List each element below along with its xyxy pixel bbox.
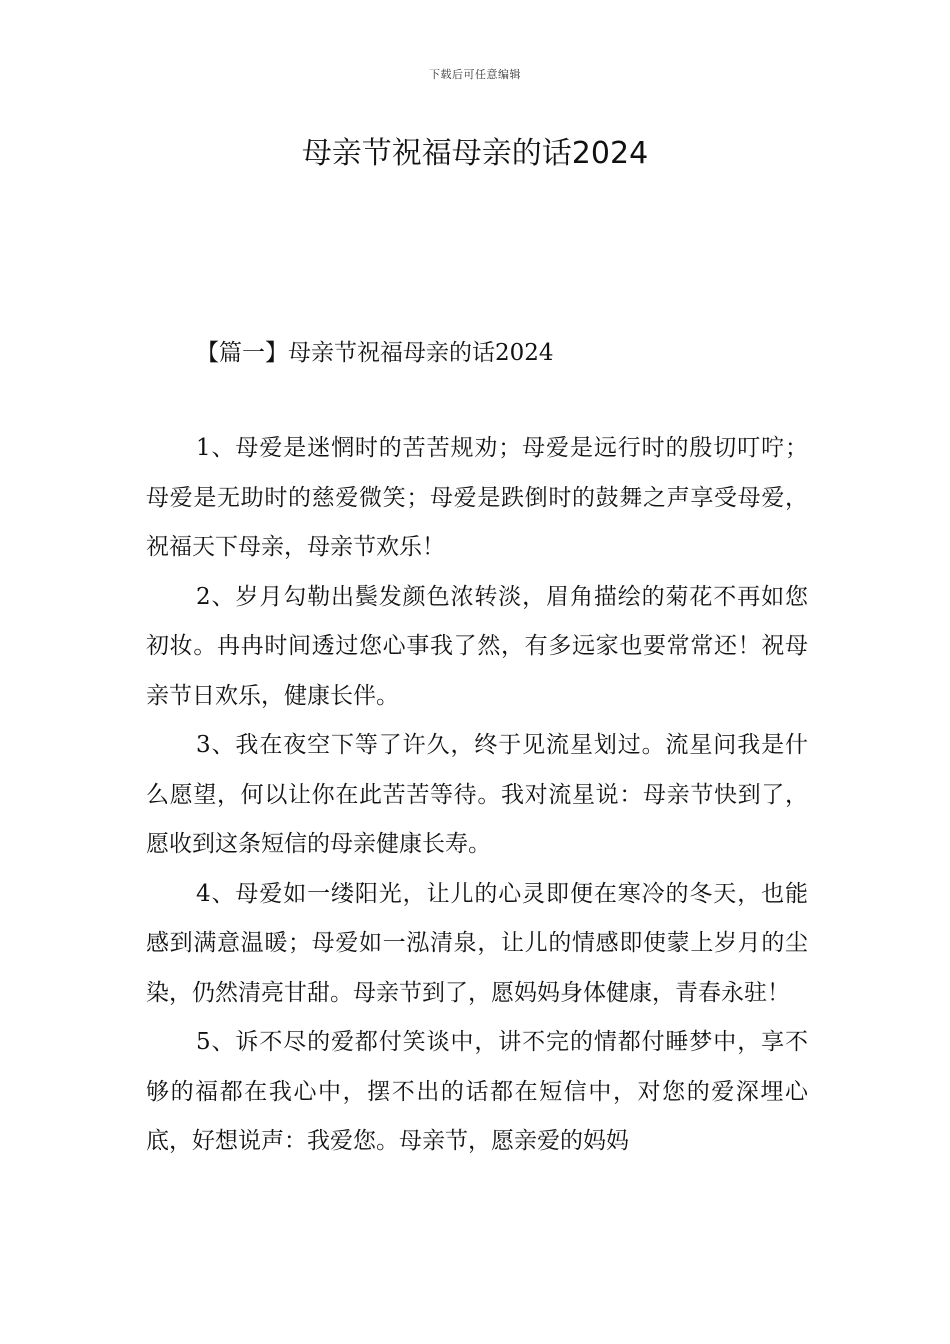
document-title: 母亲节祝福母亲的话2024 — [301, 136, 649, 171]
paragraph-3: 3、我在夜空下等了许久，终于见流星划过。流星问我是什么愿望，何以让你在此苦苦等待。我对流星说：母亲节快到了，愿收到这条短信的母亲健康长寿。 — [146, 732, 808, 857]
paragraph-4: 4、母爱如一缕阳光，让儿的心灵即便在寒冷的冬天，也能感到满意温暖；母爱如一泓清泉，让儿的情感即使蒙上岁月的尘染，仍然清亮甘甜。母亲节到了，愿妈妈身体健康，青春永驻！ — [146, 880, 808, 1006]
document-body — [146, 424, 808, 1167]
section-heading: 【篇一】母亲节祝福母亲的话2024 — [196, 340, 554, 366]
paragraph-5: 5、诉不尽的爱都付笑谈中，讲不完的情都付睡梦中，享不够的福都在我心中，摆不出的话都在短信中，对您的爱深埋心底，好想说声：我爱您。母亲节，愿亲爱的妈妈 — [146, 1029, 808, 1154]
paragraph-1: 1、母爱是迷惘时的苦苦规劝；母爱是远行时的殷切叮咛；母爱是无助时的慈爱微笑；母爱是跌倒时的鼓舞之声享受母爱，祝福天下母亲，母亲节欢乐！ — [146, 435, 808, 560]
header-note: 下载后可任意编辑 — [429, 68, 521, 81]
paragraph-2: 2、岁月勾勒出鬓发颜色浓转淡，眉角描绘的菊花不再如您初妆。冉冉时间透过您心事我了然，有多远家也要常常还！祝母亲节日欢乐，健康长伴。 — [146, 583, 808, 709]
